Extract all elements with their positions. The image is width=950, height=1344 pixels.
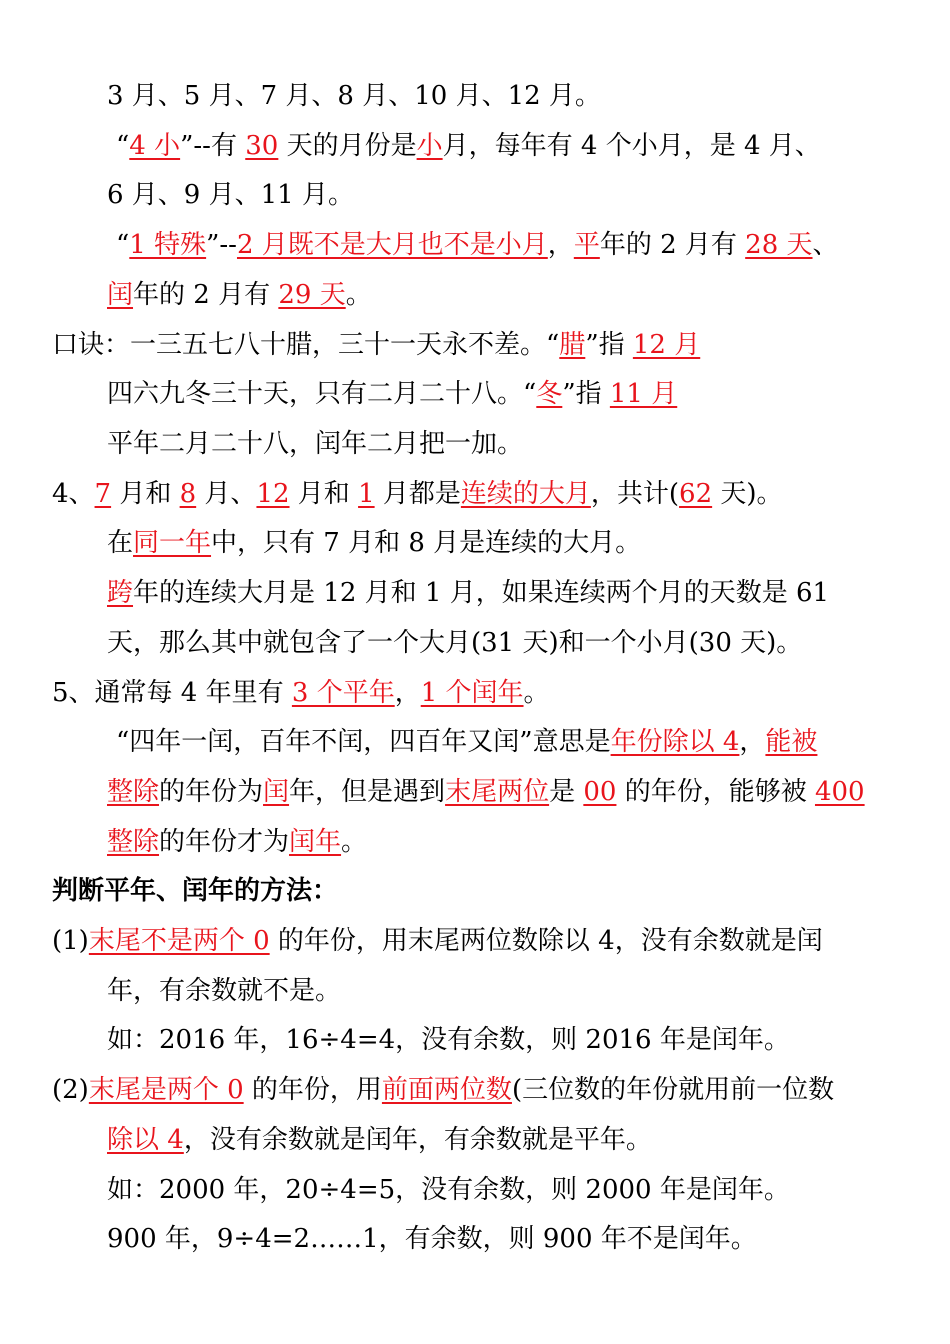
section-heading: 判断平年、闰年的方法： [52,876,339,906]
answer-text: 1 个闰年 [420,678,524,708]
body-text: ”-- [206,230,237,260]
body-text: (1) [52,926,89,956]
body-text: 4、 [52,479,95,509]
text-line-16 [107,824,367,860]
answer-text: 平 [573,230,600,260]
body-text: 月和 [111,479,180,509]
body-text: 如：2016 年，16÷4=4，没有余数，则 2016 年是闰年。 [107,1025,790,1055]
body-text: 是 [549,777,584,807]
answer-text: 除以 4 [107,1125,184,1155]
text-line-17 [52,873,338,909]
answer-text: 30 [245,131,279,161]
answer-text: 00 [583,777,617,807]
text-line-1 [107,78,601,114]
text-line-12 [107,625,802,661]
answer-text: 整除 [107,777,160,807]
answer-text: 62 [679,479,713,509]
text-line-6 [52,327,700,363]
body-text: 天的月份是 [278,131,417,161]
body-text: ”指 [562,379,610,409]
answer-text: 末尾是两个 0 [88,1075,244,1105]
body-text: 。 [341,827,368,857]
text-line-7 [107,376,677,412]
text-line-14 [116,724,817,760]
answer-text: 连续的大月 [460,479,591,509]
body-text: 年，但是遇到 [289,777,446,807]
body-text: (三位数的年份就用前一位数 [511,1075,835,1105]
body-text: (2) [52,1075,89,1105]
text-line-20 [107,1022,790,1058]
body-text: “ [116,131,130,161]
answer-text: 年份除以 4 [610,727,740,757]
body-text: 年的 2 月有 [133,280,279,310]
body-text: 的年份，能够被 [616,777,815,807]
body-text: ”指 [585,330,633,360]
answer-text: 冬 [536,379,563,409]
body-text: 四六九冬三十天，只有二月二十八。“ [107,379,537,409]
body-text: ， [547,230,574,260]
body-text: 的年份才为 [159,827,290,857]
body-text: 在 [107,528,134,558]
answer-text: 3 个平年 [291,678,395,708]
text-line-24 [107,1221,757,1257]
answer-text: 腊 [559,330,586,360]
body-text: 。 [345,280,372,310]
body-text: 口诀：一三五七八十腊，三十一天永不差。“ [52,330,560,360]
body-text: 5、通常每 4 年里有 [52,678,292,708]
body-text: 天)。 [712,479,783,509]
body-text: 的年份为 [159,777,264,807]
body-text: 月，每年有 4 个小月，是 4 月、 [442,131,821,161]
body-text: 的年份，用末尾两位数除以 4，没有余数就是闰 [269,926,823,956]
answer-text: 闰年 [289,827,342,857]
text-line-13 [52,675,550,711]
answer-text: 小 [416,131,443,161]
answer-text: 7 [94,479,112,509]
body-text: 如：2000 年，20÷4=5，没有余数，则 2000 年是闰年。 [107,1175,790,1205]
body-text: 中，只有 7 月和 8 月是连续的大月。 [211,528,642,558]
text-line-5 [107,277,372,313]
body-text: 。 [523,678,550,708]
text-line-4 [116,227,839,263]
body-text: ，共计( [590,479,680,509]
body-text: 月都是 [374,479,461,509]
text-line-22 [107,1122,652,1158]
body-text: 月和 [289,479,359,509]
body-text: ，没有余数就是闰年，有余数就是平年。 [183,1125,652,1155]
text-line-3 [107,177,354,213]
text-line-8 [107,426,523,462]
body-text: 平年二月二十八，闰年二月把一加。 [107,429,524,459]
answer-text: 12 [256,479,290,509]
text-line-18 [52,923,823,959]
text-line-19 [107,973,341,1009]
text-line-2 [116,128,821,164]
answer-text: 能被 [765,727,818,757]
body-text: 年的连续大月是 12 月和 1 月，如果连续两个月的天数是 61 [133,578,830,608]
answer-text: 2 月既不是大月也不是小月 [236,230,548,260]
answer-text: 末尾不是两个 0 [88,926,270,956]
answer-text: 4 小 [129,131,181,161]
answer-text: 29 天 [278,280,346,310]
answer-text: 1 [358,479,375,509]
text-line-11 [107,575,829,611]
body-text: ， [394,678,421,708]
text-line-21 [52,1072,834,1108]
body-text: 、 [812,230,839,260]
answer-text: 28 天 [745,230,813,260]
answer-text: 前面两位数 [381,1075,512,1105]
answer-text: 末尾两位 [445,777,550,807]
answer-text: 11 月 [609,379,678,409]
body-text: “四年一闰，百年不闰，四百年又闰”意思是 [116,727,611,757]
body-text: 年，有余数就不是。 [107,976,342,1006]
answer-text: 整除 [107,827,160,857]
body-text: ”--有 [180,131,246,161]
body-text: 年的 2 月有 [599,230,746,260]
body-text: ， [739,727,766,757]
answer-text: 闰 [263,777,290,807]
answer-text: 8 [179,479,197,509]
body-text: 6 月、9 月、11 月。 [107,180,354,210]
body-text: 天，那么其中就包含了一个大月(31 天)和一个小月(30 天)。 [107,628,803,658]
body-text: 的年份，用 [243,1075,382,1105]
answer-text: 1 特殊 [129,230,207,260]
answer-text: 闰 [107,280,134,310]
text-line-9 [52,476,783,512]
text-line-15 [107,774,865,810]
body-text: 900 年，9÷4=2……1，有余数，则 900 年不是闰年。 [107,1224,757,1254]
body-text: 月、 [196,479,257,509]
answer-text: 12 月 [632,330,701,360]
answer-text: 400 [814,777,865,807]
answer-text: 跨 [107,578,134,608]
body-text: 3 月、5 月、7 月、8 月、10 月、12 月。 [107,81,601,111]
text-line-23 [107,1172,790,1208]
body-text: “ [116,230,130,260]
text-line-10 [107,525,641,561]
answer-text: 同一年 [133,528,212,558]
